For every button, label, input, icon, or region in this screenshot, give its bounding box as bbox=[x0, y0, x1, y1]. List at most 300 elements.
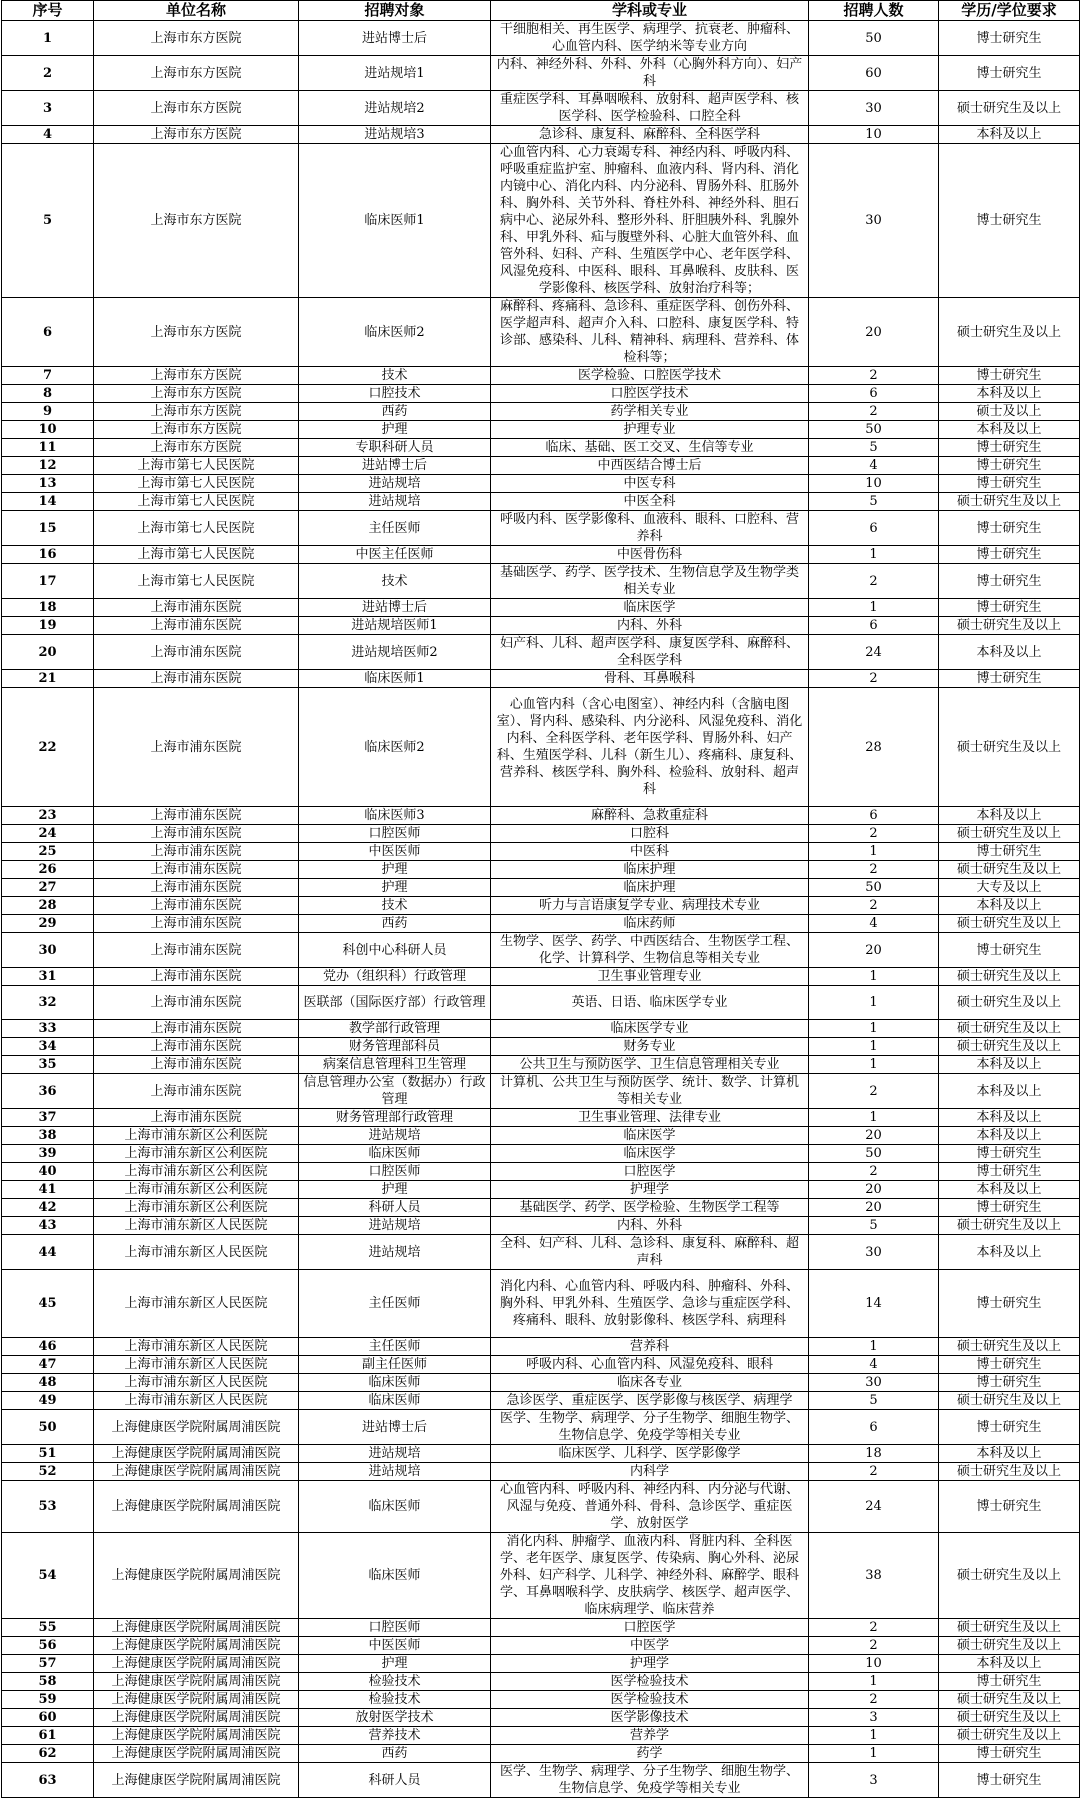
unit-cell: 上海健康医学院附属周浦医院 bbox=[94, 1763, 299, 1798]
table-row bbox=[2, 1235, 1080, 1270]
serial-cell: 63 bbox=[2, 1763, 94, 1798]
table-row bbox=[2, 879, 1080, 897]
position-cell: 临床医师 bbox=[299, 1533, 491, 1619]
count-cell: 2 bbox=[809, 1074, 939, 1109]
serial-cell: 35 bbox=[2, 1056, 94, 1074]
position-cell: 主任医师 bbox=[299, 1270, 491, 1338]
major-cell: 内科、外科 bbox=[491, 617, 809, 635]
serial-cell: 12 bbox=[2, 457, 94, 475]
major-cell: 心血管内科（含心电图室）、神经内科（含脑电图室）、肾内科、感染科、内分泌科、风湿免疫科、消化内科、全科医学科、老年医学科、胃肠外科、妇产科、生殖医学科、儿科（新生儿）、疼痛科、康复科、营养科、核医学科、胸外科、检验科、放射科、超声科 bbox=[491, 688, 809, 807]
major-cell: 医学、生物学、病理学、分子生物学、细胞生物学、生物信息学、免疫学等相关专业 bbox=[491, 1763, 809, 1798]
header-cell: 学科或专业 bbox=[491, 1, 809, 21]
unit-cell: 上海健康医学院附属周浦医院 bbox=[94, 1463, 299, 1481]
count-cell: 20 bbox=[809, 1127, 939, 1145]
degree-cell: 本科及以上 bbox=[939, 1445, 1080, 1463]
degree-cell: 博士研究生 bbox=[939, 1410, 1080, 1445]
count-cell: 2 bbox=[809, 1463, 939, 1481]
table-row bbox=[2, 1338, 1080, 1356]
position-cell: 临床医师 bbox=[299, 1145, 491, 1163]
serial-cell: 25 bbox=[2, 843, 94, 861]
major-cell: 口腔医学 bbox=[491, 1163, 809, 1181]
table-row bbox=[2, 635, 1080, 670]
serial-cell: 32 bbox=[2, 986, 94, 1020]
serial-cell: 48 bbox=[2, 1374, 94, 1392]
major-cell: 护理学 bbox=[491, 1181, 809, 1199]
major-cell: 心血管内科、心力衰竭专科、神经内科、呼吸内科、呼吸重症监护室、肿瘤科、血液内科、肾内科、消化内镜中心、消化内科、内分泌科、胃肠外科、肛肠外科、胸外科、关节外科、脊柱外科、神经外科、胆石病中心、泌尿外科、整形外科、肝胆胰外科、乳腺外科、甲乳外科、疝与腹壁外科、心脏大血管外科、血管外科、妇科、产科、生殖医学中心、老年医学科、风湿免疫科、中医科、眼科、耳鼻喉科、皮肤科、医学影像科、核医学科、放射治疗科等； bbox=[491, 144, 809, 298]
table-row bbox=[2, 1619, 1080, 1637]
major-cell: 内科、神经外科、外科、外科（心胸外科方向）、妇产科 bbox=[491, 56, 809, 91]
position-cell: 进站博士后 bbox=[299, 1410, 491, 1445]
count-cell: 14 bbox=[809, 1270, 939, 1338]
serial-cell: 3 bbox=[2, 91, 94, 126]
major-cell: 麻醉科、疼痛科、急诊科、重症医学科、创伤外科、医学超声科、超声介入科、口腔科、康复医学科、特诊部、感染科、儿科、精神科、病理科、营养科、体检科等； bbox=[491, 298, 809, 367]
major-cell: 中医全科 bbox=[491, 493, 809, 511]
position-cell: 口腔医师 bbox=[299, 1619, 491, 1637]
count-cell: 6 bbox=[809, 807, 939, 825]
major-cell: 临床药师 bbox=[491, 915, 809, 933]
count-cell: 20 bbox=[809, 1199, 939, 1217]
position-cell: 科研人员 bbox=[299, 1199, 491, 1217]
major-cell: 中医专科 bbox=[491, 475, 809, 493]
table-row bbox=[2, 511, 1080, 546]
major-cell: 临床医学 bbox=[491, 1145, 809, 1163]
table-row bbox=[2, 403, 1080, 421]
position-cell: 进站博士后 bbox=[299, 21, 491, 56]
position-cell: 进站规培 bbox=[299, 475, 491, 493]
table-row bbox=[2, 861, 1080, 879]
degree-cell: 硕士研究生及以上 bbox=[939, 1619, 1080, 1637]
degree-cell: 博士研究生 bbox=[939, 1673, 1080, 1691]
major-cell: 基础医学、药学、医学检验、生物医学工程等 bbox=[491, 1199, 809, 1217]
count-cell: 30 bbox=[809, 1235, 939, 1270]
table-row bbox=[2, 843, 1080, 861]
count-cell: 20 bbox=[809, 933, 939, 968]
position-cell: 进站规培 bbox=[299, 1235, 491, 1270]
position-cell: 教学部行政管理 bbox=[299, 1020, 491, 1038]
major-cell: 临床医学 bbox=[491, 599, 809, 617]
position-cell: 临床医师1 bbox=[299, 144, 491, 298]
unit-cell: 上海市第七人民医院 bbox=[94, 511, 299, 546]
unit-cell: 上海市浦东医院 bbox=[94, 1020, 299, 1038]
count-cell: 1 bbox=[809, 1727, 939, 1745]
degree-cell: 本科及以上 bbox=[939, 1056, 1080, 1074]
count-cell: 5 bbox=[809, 493, 939, 511]
serial-cell: 55 bbox=[2, 1619, 94, 1637]
major-cell: 麻醉科、急救重症科 bbox=[491, 807, 809, 825]
major-cell: 内科、外科 bbox=[491, 1217, 809, 1235]
serial-cell: 45 bbox=[2, 1270, 94, 1338]
table-row bbox=[2, 1763, 1080, 1798]
count-cell: 1 bbox=[809, 968, 939, 986]
table-row bbox=[2, 670, 1080, 688]
position-cell: 放射医学技术 bbox=[299, 1709, 491, 1727]
degree-cell: 博士研究生 bbox=[939, 56, 1080, 91]
degree-cell: 硕士研究生及以上 bbox=[939, 1217, 1080, 1235]
unit-cell: 上海市浦东医院 bbox=[94, 635, 299, 670]
major-cell: 重症医学科、耳鼻咽喉科、放射科、超声医学科、核医学科、医学检验科、口腔全科 bbox=[491, 91, 809, 126]
degree-cell: 本科及以上 bbox=[939, 1235, 1080, 1270]
header-cell: 学历/学位要求 bbox=[939, 1, 1080, 21]
serial-cell: 37 bbox=[2, 1109, 94, 1127]
degree-cell: 硕士及以上 bbox=[939, 403, 1080, 421]
header-cell: 招聘对象 bbox=[299, 1, 491, 21]
table-row bbox=[2, 56, 1080, 91]
count-cell: 24 bbox=[809, 635, 939, 670]
unit-cell: 上海市浦东医院 bbox=[94, 688, 299, 807]
serial-cell: 42 bbox=[2, 1199, 94, 1217]
table-row bbox=[2, 1127, 1080, 1145]
unit-cell: 上海健康医学院附属周浦医院 bbox=[94, 1533, 299, 1619]
serial-cell: 22 bbox=[2, 688, 94, 807]
table-row bbox=[2, 91, 1080, 126]
degree-cell: 硕士研究生及以上 bbox=[939, 1020, 1080, 1038]
unit-cell: 上海市浦东医院 bbox=[94, 617, 299, 635]
major-cell: 临床护理 bbox=[491, 861, 809, 879]
major-cell: 卫生事业管理专业 bbox=[491, 968, 809, 986]
unit-cell: 上海市浦东医院 bbox=[94, 807, 299, 825]
major-cell: 干细胞相关、再生医学、病理学、抗衰老、肿瘤科、心血管内科、医学纳米等专业方向 bbox=[491, 21, 809, 56]
count-cell: 2 bbox=[809, 825, 939, 843]
position-cell: 西药 bbox=[299, 915, 491, 933]
unit-cell: 上海市东方医院 bbox=[94, 144, 299, 298]
count-cell: 30 bbox=[809, 1374, 939, 1392]
unit-cell: 上海市浦东新区人民医院 bbox=[94, 1374, 299, 1392]
unit-cell: 上海市浦东医院 bbox=[94, 897, 299, 915]
position-cell: 中医主任医师 bbox=[299, 546, 491, 564]
major-cell: 临床护理 bbox=[491, 879, 809, 897]
major-cell: 护理学 bbox=[491, 1655, 809, 1673]
degree-cell: 博士研究生 bbox=[939, 564, 1080, 599]
position-cell: 口腔医师 bbox=[299, 1163, 491, 1181]
unit-cell: 上海市浦东医院 bbox=[94, 825, 299, 843]
position-cell: 临床医师 bbox=[299, 1392, 491, 1410]
table-row bbox=[2, 475, 1080, 493]
table-row bbox=[2, 439, 1080, 457]
major-cell: 口腔科 bbox=[491, 825, 809, 843]
position-cell: 护理 bbox=[299, 421, 491, 439]
unit-cell: 上海市浦东医院 bbox=[94, 599, 299, 617]
serial-cell: 27 bbox=[2, 879, 94, 897]
major-cell: 医学影像技术 bbox=[491, 1709, 809, 1727]
unit-cell: 上海市第七人民医院 bbox=[94, 457, 299, 475]
major-cell: 口腔医学 bbox=[491, 1619, 809, 1637]
table-row bbox=[2, 21, 1080, 56]
serial-cell: 52 bbox=[2, 1463, 94, 1481]
major-cell: 消化内科、肿瘤学、血液内科、肾脏内科、全科医学、老年医学、康复医学、传染病、胸心外科、泌尿外科、妇产科学、儿科学、神经外科、麻醉学、眼科学、耳鼻咽喉科学、皮肤病学、核医学、超声医学、临床病理学、临床营养 bbox=[491, 1533, 809, 1619]
position-cell: 临床医师 bbox=[299, 1374, 491, 1392]
count-cell: 24 bbox=[809, 1481, 939, 1533]
degree-cell: 博士研究生 bbox=[939, 933, 1080, 968]
table-row bbox=[2, 367, 1080, 385]
count-cell: 1 bbox=[809, 546, 939, 564]
unit-cell: 上海市浦东新区公利医院 bbox=[94, 1181, 299, 1199]
table-row bbox=[2, 1356, 1080, 1374]
count-cell: 30 bbox=[809, 91, 939, 126]
table-row bbox=[2, 298, 1080, 367]
unit-cell: 上海市浦东医院 bbox=[94, 915, 299, 933]
degree-cell: 硕士研究生及以上 bbox=[939, 1637, 1080, 1655]
serial-cell: 16 bbox=[2, 546, 94, 564]
table-row bbox=[2, 1463, 1080, 1481]
degree-cell: 博士研究生 bbox=[939, 457, 1080, 475]
unit-cell: 上海市东方医院 bbox=[94, 385, 299, 403]
major-cell: 营养学 bbox=[491, 1727, 809, 1745]
unit-cell: 上海市东方医院 bbox=[94, 91, 299, 126]
count-cell: 5 bbox=[809, 1392, 939, 1410]
degree-cell: 本科及以上 bbox=[939, 1181, 1080, 1199]
table-row bbox=[2, 385, 1080, 403]
major-cell: 药学 bbox=[491, 1745, 809, 1763]
serial-cell: 9 bbox=[2, 403, 94, 421]
table-row bbox=[2, 493, 1080, 511]
position-cell: 进站规培1 bbox=[299, 56, 491, 91]
position-cell: 护理 bbox=[299, 879, 491, 897]
position-cell: 科创中心科研人员 bbox=[299, 933, 491, 968]
degree-cell: 博士研究生 bbox=[939, 1163, 1080, 1181]
count-cell: 1 bbox=[809, 843, 939, 861]
count-cell: 2 bbox=[809, 1163, 939, 1181]
unit-cell: 上海市东方医院 bbox=[94, 56, 299, 91]
major-cell: 医学检验技术 bbox=[491, 1691, 809, 1709]
serial-cell: 18 bbox=[2, 599, 94, 617]
serial-cell: 51 bbox=[2, 1445, 94, 1463]
degree-cell: 硕士研究生及以上 bbox=[939, 1691, 1080, 1709]
unit-cell: 上海市浦东新区人民医院 bbox=[94, 1392, 299, 1410]
serial-cell: 13 bbox=[2, 475, 94, 493]
degree-cell: 本科及以上 bbox=[939, 1074, 1080, 1109]
degree-cell: 硕士研究生及以上 bbox=[939, 688, 1080, 807]
unit-cell: 上海市浦东医院 bbox=[94, 1038, 299, 1056]
degree-cell: 本科及以上 bbox=[939, 1127, 1080, 1145]
table-row bbox=[2, 968, 1080, 986]
count-cell: 10 bbox=[809, 475, 939, 493]
major-cell: 呼吸内科、心血管内科、风湿免疫科、眼科 bbox=[491, 1356, 809, 1374]
unit-cell: 上海市浦东医院 bbox=[94, 968, 299, 986]
degree-cell: 硕士研究生及以上 bbox=[939, 493, 1080, 511]
degree-cell: 硕士研究生及以上 bbox=[939, 91, 1080, 126]
major-cell: 临床医学、儿科学、医学影像学 bbox=[491, 1445, 809, 1463]
degree-cell: 博士研究生 bbox=[939, 475, 1080, 493]
table-row bbox=[2, 421, 1080, 439]
count-cell: 20 bbox=[809, 298, 939, 367]
position-cell: 技术 bbox=[299, 564, 491, 599]
unit-cell: 上海市浦东医院 bbox=[94, 1109, 299, 1127]
table-row bbox=[2, 1673, 1080, 1691]
count-cell: 6 bbox=[809, 1410, 939, 1445]
count-cell: 20 bbox=[809, 1181, 939, 1199]
degree-cell: 博士研究生 bbox=[939, 21, 1080, 56]
major-cell: 医学、生物学、病理学、分子生物学、细胞生物学、生物信息学、免疫学等相关专业 bbox=[491, 1410, 809, 1445]
degree-cell: 硕士研究生及以上 bbox=[939, 915, 1080, 933]
unit-cell: 上海市第七人民医院 bbox=[94, 564, 299, 599]
count-cell: 2 bbox=[809, 564, 939, 599]
count-cell: 5 bbox=[809, 439, 939, 457]
major-cell: 急诊医学、重症医学、医学影像与核医学、病理学 bbox=[491, 1392, 809, 1410]
table-row bbox=[2, 617, 1080, 635]
serial-cell: 7 bbox=[2, 367, 94, 385]
count-cell: 2 bbox=[809, 897, 939, 915]
serial-cell: 23 bbox=[2, 807, 94, 825]
major-cell: 医学检验、口腔医学技术 bbox=[491, 367, 809, 385]
serial-cell: 62 bbox=[2, 1745, 94, 1763]
table-row bbox=[2, 1270, 1080, 1338]
unit-cell: 上海市浦东医院 bbox=[94, 1074, 299, 1109]
unit-cell: 上海市浦东医院 bbox=[94, 933, 299, 968]
major-cell: 生物学、医学、药学、中西医结合、生物医学工程、化学、计算科学、生物信息等相关专业 bbox=[491, 933, 809, 968]
table-row bbox=[2, 1445, 1080, 1463]
major-cell: 心血管内科、呼吸内科、神经内科、内分泌与代谢、风湿与免疫、普通外科、骨科、急诊医学、重症医学、放射医学 bbox=[491, 1481, 809, 1533]
unit-cell: 上海市浦东新区公利医院 bbox=[94, 1127, 299, 1145]
table-row bbox=[2, 1727, 1080, 1745]
table-row bbox=[2, 1199, 1080, 1217]
degree-cell: 本科及以上 bbox=[939, 126, 1080, 144]
serial-cell: 44 bbox=[2, 1235, 94, 1270]
serial-cell: 15 bbox=[2, 511, 94, 546]
position-cell: 检验技术 bbox=[299, 1691, 491, 1709]
major-cell: 卫生事业管理、法律专业 bbox=[491, 1109, 809, 1127]
unit-cell: 上海市东方医院 bbox=[94, 439, 299, 457]
major-cell: 内科学 bbox=[491, 1463, 809, 1481]
serial-cell: 14 bbox=[2, 493, 94, 511]
table-row bbox=[2, 144, 1080, 298]
unit-cell: 上海健康医学院附属周浦医院 bbox=[94, 1481, 299, 1533]
unit-cell: 上海市浦东医院 bbox=[94, 879, 299, 897]
serial-cell: 28 bbox=[2, 897, 94, 915]
serial-cell: 6 bbox=[2, 298, 94, 367]
serial-cell: 36 bbox=[2, 1074, 94, 1109]
table-row bbox=[2, 126, 1080, 144]
count-cell: 6 bbox=[809, 511, 939, 546]
degree-cell: 博士研究生 bbox=[939, 144, 1080, 298]
position-cell: 副主任医师 bbox=[299, 1356, 491, 1374]
count-cell: 6 bbox=[809, 617, 939, 635]
major-cell: 中西医结合博士后 bbox=[491, 457, 809, 475]
table-row bbox=[2, 915, 1080, 933]
unit-cell: 上海健康医学院附属周浦医院 bbox=[94, 1727, 299, 1745]
unit-cell: 上海健康医学院附属周浦医院 bbox=[94, 1445, 299, 1463]
serial-cell: 17 bbox=[2, 564, 94, 599]
position-cell: 财务管理部行政管理 bbox=[299, 1109, 491, 1127]
degree-cell: 硕士研究生及以上 bbox=[939, 617, 1080, 635]
position-cell: 护理 bbox=[299, 1181, 491, 1199]
unit-cell: 上海市东方医院 bbox=[94, 403, 299, 421]
position-cell: 进站规培 bbox=[299, 1217, 491, 1235]
table-body bbox=[2, 21, 1080, 1798]
major-cell: 营养科 bbox=[491, 1338, 809, 1356]
position-cell: 临床医师2 bbox=[299, 688, 491, 807]
position-cell: 检验技术 bbox=[299, 1673, 491, 1691]
unit-cell: 上海健康医学院附属周浦医院 bbox=[94, 1709, 299, 1727]
unit-cell: 上海健康医学院附属周浦医院 bbox=[94, 1691, 299, 1709]
major-cell: 临床医学 bbox=[491, 1127, 809, 1145]
unit-cell: 上海市东方医院 bbox=[94, 126, 299, 144]
unit-cell: 上海市浦东医院 bbox=[94, 670, 299, 688]
header-cell: 单位名称 bbox=[94, 1, 299, 21]
table-row bbox=[2, 1074, 1080, 1109]
count-cell: 38 bbox=[809, 1533, 939, 1619]
degree-cell: 本科及以上 bbox=[939, 897, 1080, 915]
position-cell: 口腔技术 bbox=[299, 385, 491, 403]
degree-cell: 博士研究生 bbox=[939, 599, 1080, 617]
serial-cell: 30 bbox=[2, 933, 94, 968]
major-cell: 临床、基础、医工交叉、生信等专业 bbox=[491, 439, 809, 457]
count-cell: 1 bbox=[809, 1338, 939, 1356]
major-cell: 急诊科、康复科、麻醉科、全科医学科 bbox=[491, 126, 809, 144]
count-cell: 50 bbox=[809, 421, 939, 439]
position-cell: 财务管理部科员 bbox=[299, 1038, 491, 1056]
position-cell: 专职科研人员 bbox=[299, 439, 491, 457]
major-cell: 听力与言语康复学专业、病理技术专业 bbox=[491, 897, 809, 915]
serial-cell: 46 bbox=[2, 1338, 94, 1356]
degree-cell: 本科及以上 bbox=[939, 807, 1080, 825]
header-cell: 招聘人数 bbox=[809, 1, 939, 21]
degree-cell: 硕士研究生及以上 bbox=[939, 1463, 1080, 1481]
serial-cell: 41 bbox=[2, 1181, 94, 1199]
table-row bbox=[2, 1481, 1080, 1533]
position-cell: 进站规培医师1 bbox=[299, 617, 491, 635]
serial-cell: 40 bbox=[2, 1163, 94, 1181]
unit-cell: 上海市东方医院 bbox=[94, 298, 299, 367]
degree-cell: 硕士研究生及以上 bbox=[939, 1727, 1080, 1745]
table-row bbox=[2, 1691, 1080, 1709]
serial-cell: 60 bbox=[2, 1709, 94, 1727]
degree-cell: 大专及以上 bbox=[939, 879, 1080, 897]
serial-cell: 31 bbox=[2, 968, 94, 986]
serial-cell: 21 bbox=[2, 670, 94, 688]
position-cell: 进站规培3 bbox=[299, 126, 491, 144]
recruitment-table bbox=[1, 0, 1080, 1798]
serial-cell: 43 bbox=[2, 1217, 94, 1235]
position-cell: 党办（组织科）行政管理 bbox=[299, 968, 491, 986]
serial-cell: 29 bbox=[2, 915, 94, 933]
unit-cell: 上海市第七人民医院 bbox=[94, 493, 299, 511]
unit-cell: 上海健康医学院附属周浦医院 bbox=[94, 1673, 299, 1691]
count-cell: 30 bbox=[809, 144, 939, 298]
serial-cell: 58 bbox=[2, 1673, 94, 1691]
position-cell: 临床医师2 bbox=[299, 298, 491, 367]
major-cell: 中医学 bbox=[491, 1637, 809, 1655]
position-cell: 主任医师 bbox=[299, 511, 491, 546]
major-cell: 中医骨伤科 bbox=[491, 546, 809, 564]
count-cell: 4 bbox=[809, 915, 939, 933]
table-row bbox=[2, 1410, 1080, 1445]
position-cell: 护理 bbox=[299, 861, 491, 879]
position-cell: 临床医师3 bbox=[299, 807, 491, 825]
count-cell: 2 bbox=[809, 670, 939, 688]
serial-cell: 53 bbox=[2, 1481, 94, 1533]
count-cell: 50 bbox=[809, 879, 939, 897]
unit-cell: 上海市浦东新区公利医院 bbox=[94, 1145, 299, 1163]
table-row bbox=[2, 897, 1080, 915]
position-cell: 医联部（国际医疗部）行政管理 bbox=[299, 986, 491, 1020]
count-cell: 5 bbox=[809, 1217, 939, 1235]
serial-cell: 5 bbox=[2, 144, 94, 298]
position-cell: 临床医师1 bbox=[299, 670, 491, 688]
unit-cell: 上海市东方医院 bbox=[94, 421, 299, 439]
serial-cell: 56 bbox=[2, 1637, 94, 1655]
serial-cell: 8 bbox=[2, 385, 94, 403]
table-row bbox=[2, 1374, 1080, 1392]
position-cell: 进站规培2 bbox=[299, 91, 491, 126]
count-cell: 10 bbox=[809, 126, 939, 144]
table-row bbox=[2, 1109, 1080, 1127]
serial-cell: 50 bbox=[2, 1410, 94, 1445]
degree-cell: 博士研究生 bbox=[939, 843, 1080, 861]
unit-cell: 上海健康医学院附属周浦医院 bbox=[94, 1619, 299, 1637]
table-row bbox=[2, 1392, 1080, 1410]
position-cell: 中医医师 bbox=[299, 1637, 491, 1655]
position-cell: 口腔医师 bbox=[299, 825, 491, 843]
